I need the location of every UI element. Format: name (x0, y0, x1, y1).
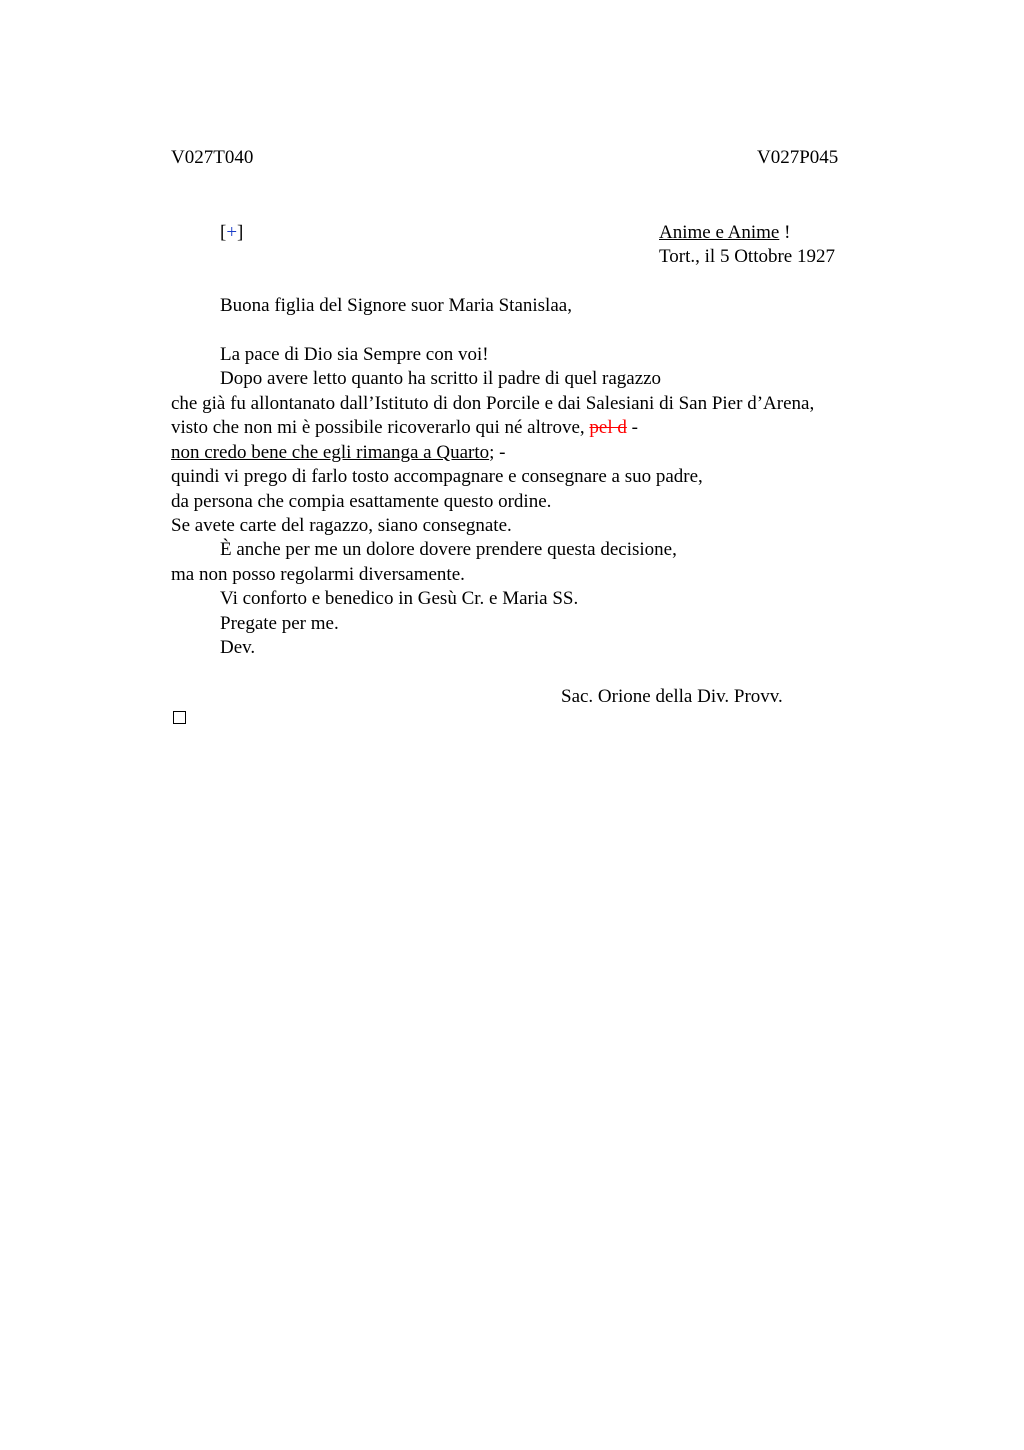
body-line-7: da persona che compia esattamente questo ordine. (171, 491, 552, 512)
underlined-text: non credo bene che egli rimanga a Quarto (171, 442, 490, 463)
date-line: Tort., il 5 Ottobre 1927 (659, 246, 835, 267)
motto-text: Anime e Anime (659, 222, 780, 243)
body-line-9: È anche per me un dolore dovere prendere questa decisione, (220, 539, 677, 560)
plus-icon: + (226, 222, 238, 243)
body-line-4 (171, 416, 638, 440)
bracket-close: ] (237, 222, 244, 243)
body-line-4-tail: - (626, 417, 638, 438)
document-code-right: V027P045 (757, 147, 839, 168)
body-line-1: La pace di Dio sia Sempre con voi! (220, 344, 489, 365)
body-line-11: Vi conforto e benedico in Gesù Cr. e Maria SS. (220, 588, 579, 609)
end-box-icon (173, 711, 186, 724)
signature: Sac. Orione della Div. Provv. (561, 686, 783, 707)
salutation: Buona figlia del Signore suor Maria Stanislaa, (220, 295, 572, 316)
body-line-4-text: visto che non mi è possibile ricoverarlo qui né altrove, (171, 417, 590, 438)
body-line-12: Pregate per me. (220, 613, 339, 634)
body-line-5 (171, 441, 505, 465)
body-line-10: ma non posso regolarmi diversamente. (171, 564, 465, 585)
body-line-13: Dev. (220, 637, 256, 658)
body-line-6: quindi vi prego di farlo tosto accompagnare e consegnare a suo padre, (171, 466, 703, 487)
cross-mark (220, 221, 243, 245)
body-line-2: Dopo avere letto quanto ha scritto il padre di quel ragazzo (220, 368, 662, 389)
motto-suffix: ! (779, 222, 791, 243)
body-line-8: Se avete carte del ragazzo, siano consegnate. (171, 515, 512, 536)
document-code-left: V027T040 (171, 147, 254, 168)
body-line-3: che già fu allontanato dall’Istituto di don Porcile e dai Salesiani di San Pier d’Arena, (171, 393, 815, 414)
body-line-5-tail: ; - (489, 442, 506, 463)
bracket-open: [ (220, 222, 227, 243)
motto (659, 221, 790, 245)
struck-text: pel d (589, 417, 627, 438)
